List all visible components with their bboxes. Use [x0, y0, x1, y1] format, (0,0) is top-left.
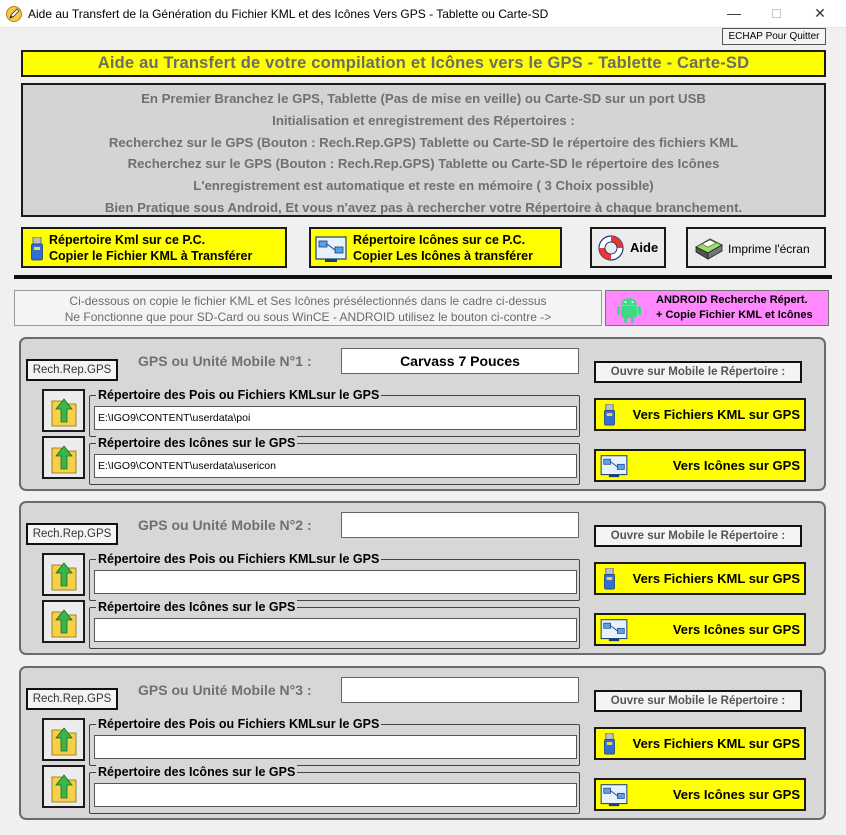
folder-up-arrow-icon	[51, 395, 77, 427]
send-icons-to-gps-button[interactable]	[594, 449, 806, 482]
send-kml-to-gps-button[interactable]	[594, 398, 806, 431]
network-pc-icon	[599, 454, 629, 478]
instruction-line: En Premier Branchez le GPS, Tablette (Pas de mise en veille) ou Carte-SD sur un port USB	[141, 91, 706, 106]
send-icons-label: Vers Icônes sur GPS	[672, 622, 800, 637]
folder-up-arrow-icon	[51, 442, 77, 474]
usb-stick-icon	[31, 237, 43, 261]
instruction-line: Initialisation et enregistrement des Répertoires :	[272, 112, 575, 128]
pois-path-input[interactable]: E:\IGO9\CONTENT\userdata\poi	[94, 406, 577, 430]
send-icons-label: Vers Icônes sur GPS	[672, 458, 800, 473]
send-kml-label: Vers Fichiers KML sur GPS	[632, 407, 800, 422]
window-title: Aide au Transfert de la Génération du Fichier KML et des Icônes Vers GPS - Tablette ou Carte-SD	[28, 7, 549, 21]
rech-rep-gps-button[interactable]: Rech.Rep.GPS	[26, 359, 118, 381]
gps-unit-label: GPS ou Unité Mobile N°2 :	[138, 517, 312, 533]
icons-pc-label-2: Copier Les Icônes à transférer	[353, 249, 533, 263]
android-search-copy-button[interactable]	[605, 290, 829, 326]
aide-button[interactable]	[590, 227, 666, 268]
folder-up-arrow-icon	[51, 771, 77, 803]
usb-stick-icon	[604, 733, 615, 755]
send-kml-to-gps-button[interactable]	[594, 727, 806, 760]
icons-path-input[interactable]: E:\IGO9\CONTENT\userdata\usericon	[94, 454, 577, 478]
gps-unit-label: GPS ou Unité Mobile N°1 :	[138, 353, 312, 369]
gps-unit-panel-3	[19, 666, 826, 820]
instruction-line: Recherchez sur le GPS (Bouton : Rech.Rep.GPS) Tablette ou Carte-SD le répertoire des fichiers KML	[108, 134, 739, 150]
instructions-panel	[21, 83, 826, 217]
folder-up-arrow-icon	[51, 559, 77, 591]
lifebuoy-help-icon	[596, 234, 626, 262]
icons-directory-group	[89, 600, 580, 649]
usb-stick-icon	[604, 568, 615, 590]
icons-path-input[interactable]	[94, 618, 577, 642]
maximize-button[interactable]	[754, 2, 798, 26]
gps-unit-panel-1	[19, 337, 826, 491]
echap-quit-button[interactable]: ECHAP Pour Quitter	[722, 28, 826, 45]
instruction-line: Bien Pratique sous Android, Et vous n'avez pas à rechercher votre Répertoire à chaque branchement.	[104, 199, 743, 215]
send-kml-label: Vers Fichiers KML sur GPS	[632, 571, 800, 586]
pois-path-input[interactable]	[94, 570, 577, 594]
info-line-2: Ne Fonctionne que pour SD-Card ou sous WinCE - ANDROID utilisez le bouton ci-contre ->	[64, 310, 552, 324]
pencil-app-icon	[6, 6, 22, 22]
open-mobile-directory-button[interactable]: Ouvre sur Mobile le Répertoire :	[594, 525, 802, 547]
icons-directory-group	[89, 436, 580, 485]
copy-info-note	[14, 290, 602, 326]
browse-pois-folder-button[interactable]	[42, 553, 85, 596]
browse-icons-folder-button[interactable]	[42, 765, 85, 808]
pois-directory-group	[89, 717, 580, 766]
gps-unit-label: GPS ou Unité Mobile N°3 :	[138, 682, 312, 698]
info-line-1: Ci-dessous on copie le fichier KML et Ses Icônes présélectionnés dans le cadre ci-dessus	[69, 294, 547, 308]
network-pc-icon	[599, 783, 629, 807]
aide-label: Aide	[630, 240, 659, 255]
icons-path-input[interactable]	[94, 783, 577, 807]
browse-icons-folder-button[interactable]	[42, 436, 85, 479]
send-icons-label: Vers Icônes sur GPS	[672, 787, 800, 802]
icons-directory-legend: Répertoire des Icônes sur le GPS	[98, 765, 296, 779]
print-screen-button[interactable]	[686, 227, 826, 268]
pois-directory-group	[89, 388, 580, 437]
main-title: Aide au Transfert de votre compilation et Icônes vers le GPS - Tablette - Carte-SD	[21, 50, 826, 77]
title-bar	[0, 0, 846, 28]
minimize-button[interactable]: —	[727, 5, 741, 21]
send-icons-to-gps-button[interactable]	[594, 778, 806, 811]
pois-directory-legend: Répertoire des Pois ou Fichiers KMLsur le GPS	[98, 388, 380, 402]
send-kml-label: Vers Fichiers KML sur GPS	[632, 736, 800, 751]
send-icons-to-gps-button[interactable]	[594, 613, 806, 646]
folder-up-arrow-icon	[51, 724, 77, 756]
network-pc-icon	[315, 235, 347, 263]
separator-line	[14, 275, 832, 279]
print-screen-label: Imprime l'écran	[728, 242, 810, 256]
gps-unit-panel-2	[19, 501, 826, 655]
rech-rep-gps-button[interactable]: Rech.Rep.GPS	[26, 523, 118, 545]
network-pc-icon	[599, 618, 629, 642]
pois-path-input[interactable]	[94, 735, 577, 759]
kml-pc-label-2: Copier le Fichier KML à Transférer	[49, 249, 253, 263]
pois-directory-legend: Répertoire des Pois ou Fichiers KMLsur le GPS	[98, 717, 380, 731]
browse-pois-folder-button[interactable]	[42, 718, 85, 761]
kml-pc-directory-button[interactable]	[21, 227, 287, 268]
android-robot-icon	[616, 294, 642, 324]
open-mobile-directory-button[interactable]: Ouvre sur Mobile le Répertoire :	[594, 690, 802, 712]
kml-pc-label-1: Répertoire Kml sur ce P.C.	[49, 233, 206, 247]
send-kml-to-gps-button[interactable]	[594, 562, 806, 595]
browse-pois-folder-button[interactable]	[42, 389, 85, 432]
icons-directory-legend: Répertoire des Icônes sur le GPS	[98, 600, 296, 614]
instruction-line: L'enregistrement est automatique et reste en mémoire ( 3 Choix possible)	[193, 178, 654, 194]
android-label-1: ANDROID Recherche Répert.	[656, 294, 808, 306]
gps-unit-name-input[interactable]	[341, 512, 579, 538]
gps-unit-name-input[interactable]: Carvass 7 Pouces	[341, 348, 579, 374]
android-label-2: + Copie Fichier KML et Icônes	[656, 309, 813, 321]
close-button[interactable]: ✕	[814, 5, 826, 21]
icons-pc-label-1: Répertoire Icônes sur ce P.C.	[353, 233, 526, 247]
folder-up-arrow-icon	[51, 606, 77, 638]
icons-directory-group	[89, 765, 580, 814]
pois-directory-group	[89, 552, 580, 601]
open-mobile-directory-button[interactable]: Ouvre sur Mobile le Répertoire :	[594, 361, 802, 383]
maximize-icon	[772, 9, 781, 18]
icons-directory-legend: Répertoire des Icônes sur le GPS	[98, 436, 296, 450]
usb-stick-icon	[604, 404, 615, 426]
gps-unit-name-input[interactable]	[341, 677, 579, 703]
browse-icons-folder-button[interactable]	[42, 600, 85, 643]
icons-pc-directory-button[interactable]	[309, 227, 562, 268]
instruction-line: Recherchez sur le GPS (Bouton : Rech.Rep.GPS) Tablette ou Carte-SD le répertoire des Icônes	[127, 156, 720, 172]
printer-icon	[694, 235, 724, 261]
rech-rep-gps-button[interactable]: Rech.Rep.GPS	[26, 688, 118, 710]
pois-directory-legend: Répertoire des Pois ou Fichiers KMLsur le GPS	[98, 552, 380, 566]
